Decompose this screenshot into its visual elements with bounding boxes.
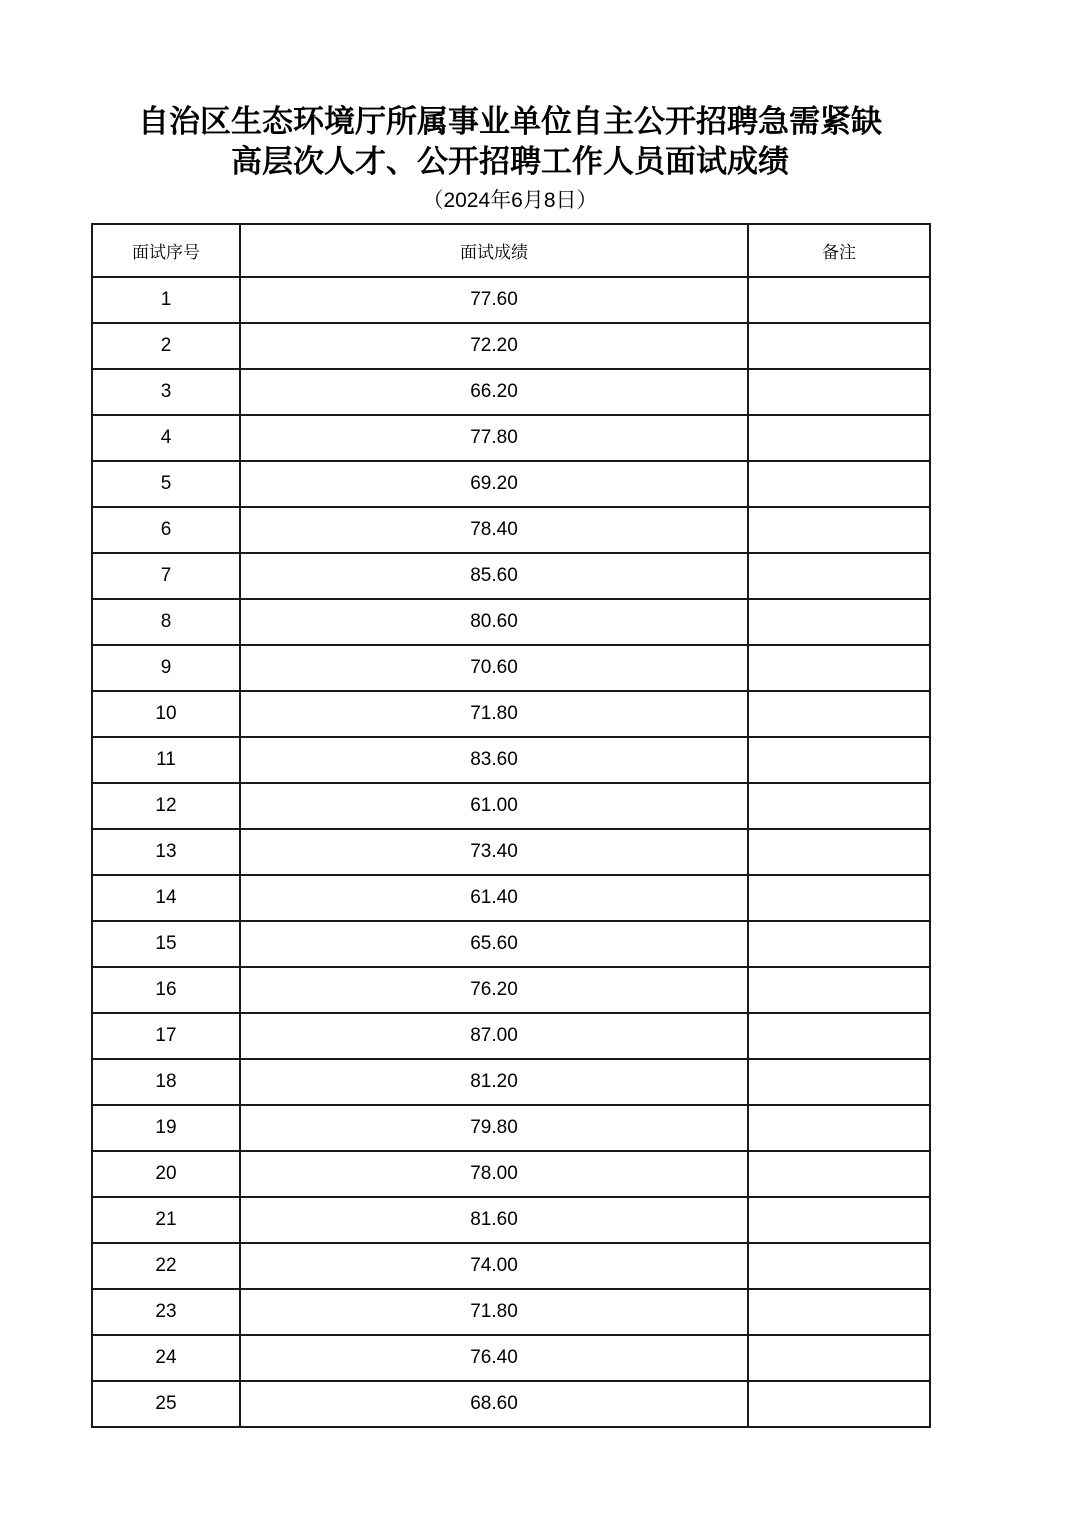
remarks-cell	[748, 1381, 930, 1427]
interview-number-cell: 9	[92, 645, 240, 691]
interview-score-cell: 83.60	[240, 737, 748, 783]
interview-number-cell: 8	[92, 599, 240, 645]
remarks-cell	[748, 461, 930, 507]
interview-number-cell: 14	[92, 875, 240, 921]
table-row	[92, 737, 930, 783]
interview-number-cell: 7	[92, 553, 240, 599]
interview-number-cell: 10	[92, 691, 240, 737]
interview-score-cell: 74.00	[240, 1243, 748, 1289]
interview-score-cell: 87.00	[240, 1013, 748, 1059]
interview-score-cell: 71.80	[240, 1289, 748, 1335]
interview-number-cell: 15	[92, 921, 240, 967]
remarks-cell	[748, 323, 930, 369]
table-row	[92, 323, 930, 369]
remarks-cell	[748, 507, 930, 553]
interview-score-cell: 76.40	[240, 1335, 748, 1381]
table-row	[92, 967, 930, 1013]
table-row	[92, 1243, 930, 1289]
remarks-cell	[748, 1197, 930, 1243]
interview-number-cell: 12	[92, 783, 240, 829]
remarks-cell	[748, 1243, 930, 1289]
remarks-cell	[748, 691, 930, 737]
table-row	[92, 369, 930, 415]
remarks-cell	[748, 967, 930, 1013]
interview-score-cell: 66.20	[240, 369, 748, 415]
table-row	[92, 875, 930, 921]
interview-number-cell: 19	[92, 1105, 240, 1151]
document-title-line2: 高层次人才、公开招聘工作人员面试成绩	[231, 144, 789, 180]
remarks-cell	[748, 599, 930, 645]
interview-number-cell: 6	[92, 507, 240, 553]
remarks-cell	[748, 369, 930, 415]
interview-number-cell: 20	[92, 1151, 240, 1197]
table-row	[92, 507, 930, 553]
table-row	[92, 645, 930, 691]
remarks-cell	[748, 1289, 930, 1335]
interview-score-cell: 81.20	[240, 1059, 748, 1105]
remarks-cell	[748, 1105, 930, 1151]
interview-score-cell: 70.60	[240, 645, 748, 691]
interview-score-cell: 71.80	[240, 691, 748, 737]
interview-scores-table	[91, 223, 931, 1428]
interview-number-cell: 13	[92, 829, 240, 875]
interview-score-cell: 85.60	[240, 553, 748, 599]
table-row	[92, 1013, 930, 1059]
interview-score-cell: 65.60	[240, 921, 748, 967]
table-row	[92, 783, 930, 829]
interview-number-cell: 4	[92, 415, 240, 461]
remarks-cell	[748, 1151, 930, 1197]
remarks-cell	[748, 783, 930, 829]
remarks-cell	[748, 1059, 930, 1105]
interview-score-cell: 79.80	[240, 1105, 748, 1151]
interview-score-cell: 81.60	[240, 1197, 748, 1243]
interview-number-cell: 3	[92, 369, 240, 415]
interview-score-cell: 78.40	[240, 507, 748, 553]
remarks-cell	[748, 1013, 930, 1059]
table-row	[92, 1059, 930, 1105]
interview-number-cell: 24	[92, 1335, 240, 1381]
remarks-cell	[748, 1335, 930, 1381]
table-row	[92, 1197, 930, 1243]
table-row	[92, 415, 930, 461]
column-header-interview-score: 面试成绩	[240, 224, 748, 277]
remarks-cell	[748, 553, 930, 599]
remarks-cell	[748, 921, 930, 967]
interview-number-cell: 17	[92, 1013, 240, 1059]
table-row	[92, 829, 930, 875]
interview-score-cell: 77.80	[240, 415, 748, 461]
interview-number-cell: 18	[92, 1059, 240, 1105]
interview-score-cell: 80.60	[240, 599, 748, 645]
interview-number-cell: 16	[92, 967, 240, 1013]
interview-number-cell: 25	[92, 1381, 240, 1427]
table-row	[92, 277, 930, 323]
remarks-cell	[748, 829, 930, 875]
table-row	[92, 599, 930, 645]
interview-number-cell: 22	[92, 1243, 240, 1289]
table-header-row	[92, 224, 930, 277]
interview-number-cell: 11	[92, 737, 240, 783]
interview-score-cell: 61.00	[240, 783, 748, 829]
interview-score-cell: 68.60	[240, 1381, 748, 1427]
table-row	[92, 1335, 930, 1381]
document-title-line1: 自治区生态环境厅所属事业单位自主公开招聘急需紧缺	[138, 104, 882, 140]
interview-score-cell: 73.40	[240, 829, 748, 875]
interview-number-cell: 2	[92, 323, 240, 369]
interview-score-cell: 77.60	[240, 277, 748, 323]
interview-score-cell: 72.20	[240, 323, 748, 369]
table-row	[92, 553, 930, 599]
interview-score-cell: 61.40	[240, 875, 748, 921]
table-row	[92, 691, 930, 737]
table-row	[92, 1289, 930, 1335]
interview-number-cell: 21	[92, 1197, 240, 1243]
column-header-interview-number: 面试序号	[92, 224, 240, 277]
remarks-cell	[748, 277, 930, 323]
table-row	[92, 1105, 930, 1151]
interview-number-cell: 5	[92, 461, 240, 507]
interview-score-cell: 76.20	[240, 967, 748, 1013]
remarks-cell	[748, 875, 930, 921]
remarks-cell	[748, 415, 930, 461]
table-row	[92, 921, 930, 967]
interview-score-cell: 69.20	[240, 461, 748, 507]
remarks-cell	[748, 645, 930, 691]
interview-number-cell: 23	[92, 1289, 240, 1335]
table-row	[92, 1151, 930, 1197]
remarks-cell	[748, 737, 930, 783]
column-header-remarks: 备注	[748, 224, 930, 277]
document-date: （2024年6月8日）	[422, 189, 598, 212]
table-body	[92, 277, 930, 1427]
interview-score-cell: 78.00	[240, 1151, 748, 1197]
table-row	[92, 1381, 930, 1427]
interview-number-cell: 1	[92, 277, 240, 323]
table-row	[92, 461, 930, 507]
